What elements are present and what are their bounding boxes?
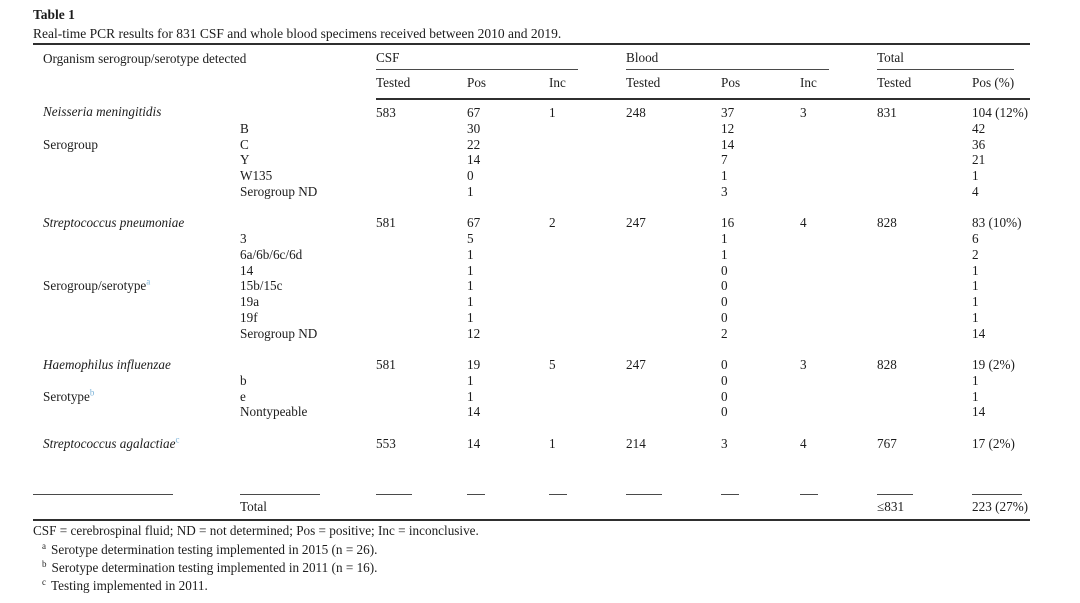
serotype-cell xyxy=(240,436,376,452)
organism-cell xyxy=(33,499,240,521)
value-cell xyxy=(877,121,972,137)
overline-rule xyxy=(626,494,662,495)
value-cell: 19 xyxy=(467,357,481,372)
value-cell: 4 xyxy=(800,215,807,231)
spacer-row xyxy=(33,200,1030,216)
serotype-cell: Nontypeable xyxy=(240,404,308,420)
value-cell: 0 xyxy=(721,357,728,372)
value-cell: 14 xyxy=(467,404,481,420)
value-cell xyxy=(376,373,467,389)
organism-cell xyxy=(33,373,240,389)
value-cell xyxy=(376,278,467,294)
table-row xyxy=(33,152,1030,168)
organism-cell xyxy=(33,404,240,420)
footnote-list xyxy=(33,541,377,595)
serotype-cell: W135 xyxy=(240,168,273,183)
value-cell: 6 xyxy=(972,231,979,246)
table-row xyxy=(33,278,1030,294)
footnote-c-text: Testing implemented in 2011. xyxy=(51,578,208,593)
table-row xyxy=(33,231,1030,247)
value-cell xyxy=(877,373,972,389)
total-row xyxy=(33,499,1030,521)
blood-tested-header: Tested xyxy=(626,70,721,99)
value-cell: 2 xyxy=(721,325,728,341)
value-cell xyxy=(626,247,721,263)
overline-cell xyxy=(721,490,800,499)
value-cell: 1 xyxy=(972,309,979,325)
value-cell xyxy=(467,499,549,521)
table-header xyxy=(33,44,1030,99)
organism-cell xyxy=(33,278,240,294)
value-cell xyxy=(800,373,877,389)
value-cell xyxy=(800,389,877,405)
organism-column-header: Organism serogroup/serotype detected xyxy=(43,51,247,66)
value-cell: 7 xyxy=(721,152,728,168)
overline-cell xyxy=(626,490,721,499)
value-cell: 214 xyxy=(626,435,646,451)
value-cell: 0 xyxy=(721,262,728,278)
value-cell xyxy=(626,137,721,153)
value-cell: 67 xyxy=(467,215,481,231)
organism-cell xyxy=(33,184,240,200)
organism-cell xyxy=(33,215,240,231)
csf-group-label: CSF xyxy=(376,50,578,70)
blood-group-header xyxy=(626,44,877,70)
value-cell xyxy=(549,499,626,521)
organism-cell xyxy=(33,168,240,184)
table-row xyxy=(33,404,1030,420)
value-cell xyxy=(549,152,626,168)
value-cell: 3 xyxy=(800,105,807,120)
value-cell: 767 xyxy=(877,435,897,451)
value-cell xyxy=(626,184,721,200)
overline-rule xyxy=(33,494,173,495)
table-row xyxy=(33,215,1030,231)
serotype-cell: 3 xyxy=(240,231,247,246)
value-cell: 67 xyxy=(467,105,481,120)
value-cell xyxy=(877,231,972,247)
value-cell: 5 xyxy=(467,231,474,246)
value-cell xyxy=(376,294,467,310)
value-cell xyxy=(877,310,972,326)
value-cell xyxy=(626,168,721,184)
value-cell: 583 xyxy=(376,105,396,120)
total-group-label: Total xyxy=(877,50,1014,70)
value-cell: 14 xyxy=(467,435,481,451)
footnote-reference: b xyxy=(89,387,95,398)
blood-inc-header: Inc xyxy=(800,70,877,99)
table-row xyxy=(33,326,1030,342)
value-cell: 1 xyxy=(972,294,979,309)
value-cell xyxy=(549,389,626,405)
value-cell xyxy=(877,152,972,168)
footnote-a-marker: a xyxy=(42,540,46,551)
spacer-row xyxy=(33,420,1030,436)
footnote-reference: a xyxy=(146,276,151,287)
value-cell: 0 xyxy=(721,294,728,309)
value-cell: 14 xyxy=(972,325,986,341)
value-cell: 19 (2%) xyxy=(972,357,1015,372)
value-cell xyxy=(800,310,877,326)
organism-cell xyxy=(33,310,240,326)
value-cell: 828 xyxy=(877,357,897,372)
spacer-row xyxy=(33,452,1030,490)
value-cell xyxy=(549,404,626,420)
group-header-row xyxy=(33,44,1030,70)
abbreviations-footnote: CSF = cerebrospinal fluid; ND = not determined; Pos = positive; Inc = inconclusive. xyxy=(33,523,479,538)
value-cell: 223 (27%) xyxy=(972,498,1029,514)
value-cell: 1 xyxy=(972,262,979,278)
blood-group-label: Blood xyxy=(626,50,829,70)
value-cell xyxy=(549,247,626,263)
value-cell: 16 xyxy=(721,215,735,231)
total-pos-header: Pos (%) xyxy=(972,70,1030,99)
value-cell: 247 xyxy=(626,357,646,372)
organism-name: Haemophilus influenzae xyxy=(43,357,171,372)
value-cell xyxy=(626,294,721,310)
overline-cell xyxy=(467,490,549,499)
serotype-cell: b xyxy=(240,372,247,388)
serotype-cell: Serogroup ND xyxy=(240,325,318,341)
value-cell xyxy=(626,326,721,342)
organism-cell xyxy=(33,294,240,310)
value-cell: 14 xyxy=(721,136,735,152)
value-cell xyxy=(376,121,467,137)
table-row xyxy=(33,137,1030,153)
value-cell: 12 xyxy=(467,325,481,341)
csf-inc-header: Inc xyxy=(549,70,626,99)
value-cell xyxy=(549,168,626,184)
blood-pos-header: Pos xyxy=(721,70,800,99)
value-cell: 1 xyxy=(721,246,728,262)
organism-cell xyxy=(33,152,240,168)
value-cell: 1 xyxy=(549,105,556,120)
organism-cell xyxy=(33,263,240,279)
serotype-cell xyxy=(240,215,376,231)
table-row xyxy=(33,294,1030,310)
table-body xyxy=(33,99,1030,520)
value-cell: 1 xyxy=(467,372,474,388)
organism-name: Streptococcus agalactiae xyxy=(43,435,176,451)
organism-cell xyxy=(33,247,240,263)
footnote-c xyxy=(33,577,377,595)
footnote-a xyxy=(33,541,377,559)
value-cell: 1 xyxy=(549,435,556,451)
organism-cell xyxy=(33,99,240,121)
value-cell: 0 xyxy=(721,309,728,325)
serotype-cell: 19a xyxy=(240,294,260,309)
value-cell xyxy=(800,326,877,342)
serotype-cell xyxy=(240,99,376,121)
value-cell: 1 xyxy=(972,388,979,404)
serotype-cell xyxy=(240,357,376,373)
value-cell: 83 (10%) xyxy=(972,215,1022,231)
value-cell: 1 xyxy=(721,168,728,183)
value-cell xyxy=(376,152,467,168)
footnote-b-marker: b xyxy=(42,558,47,569)
overline-rule xyxy=(877,494,913,495)
spacer-row xyxy=(33,341,1030,357)
value-cell: 0 xyxy=(721,372,728,388)
overline-rule xyxy=(240,494,320,495)
value-cell: 12 xyxy=(721,120,735,136)
organism-cell xyxy=(33,326,240,342)
value-cell xyxy=(549,231,626,247)
value-cell: 14 xyxy=(467,152,481,168)
value-cell: 247 xyxy=(626,215,646,231)
value-cell xyxy=(549,263,626,279)
value-cell xyxy=(376,263,467,279)
spacer-cell xyxy=(33,200,1030,216)
value-cell: 553 xyxy=(376,435,396,451)
value-cell xyxy=(800,404,877,420)
value-cell xyxy=(626,231,721,247)
spacer-cell xyxy=(33,341,1030,357)
value-cell xyxy=(800,263,877,279)
organism-name: Serogroup xyxy=(43,136,98,152)
footnote-c-marker: c xyxy=(42,576,46,587)
serotype-cell: e xyxy=(240,388,246,404)
value-cell: 14 xyxy=(972,404,986,420)
overline-rule xyxy=(972,494,1022,495)
value-cell xyxy=(877,184,972,200)
value-cell: 22 xyxy=(467,136,481,152)
table-row xyxy=(33,389,1030,405)
value-cell xyxy=(376,389,467,405)
overline-cell xyxy=(549,490,626,499)
value-cell: 0 xyxy=(721,278,728,294)
value-cell xyxy=(549,184,626,200)
serotype-cell: B xyxy=(240,120,249,136)
value-cell xyxy=(626,404,721,420)
value-cell: 1 xyxy=(972,372,979,388)
value-cell: 1 xyxy=(972,168,979,183)
value-cell xyxy=(626,278,721,294)
total-tested-header: Tested xyxy=(877,70,972,99)
table-row xyxy=(33,184,1030,200)
value-cell xyxy=(877,326,972,342)
overline-cell xyxy=(376,490,467,499)
value-cell xyxy=(549,121,626,137)
value-cell: 581 xyxy=(376,357,396,372)
table-row xyxy=(33,263,1030,279)
value-cell xyxy=(549,137,626,153)
value-cell: 1 xyxy=(467,183,474,199)
value-cell xyxy=(721,499,800,521)
organism-name: Streptococcus pneumoniae xyxy=(43,215,185,231)
spacer-cell xyxy=(33,420,1030,436)
organism-cell xyxy=(33,121,240,137)
value-cell: 17 (2%) xyxy=(972,435,1015,451)
value-cell xyxy=(800,168,877,184)
value-cell: 1 xyxy=(467,388,474,404)
value-cell: 1 xyxy=(467,278,474,294)
value-cell xyxy=(877,278,972,294)
value-cell: 0 xyxy=(721,404,728,420)
value-cell: 104 (12%) xyxy=(972,105,1029,120)
value-cell xyxy=(376,137,467,153)
value-cell xyxy=(376,168,467,184)
value-cell: 4 xyxy=(800,435,807,451)
value-cell xyxy=(877,389,972,405)
value-cell xyxy=(376,310,467,326)
table-row xyxy=(33,436,1030,452)
table-label: Table 1 xyxy=(33,7,75,22)
footnote-reference: c xyxy=(175,434,180,445)
serotype-cell: Serogroup ND xyxy=(240,183,318,199)
organism-cell xyxy=(33,357,240,373)
overline-rule xyxy=(549,494,567,495)
serotype-cell: C xyxy=(240,136,249,152)
serotype-cell: 15b/15c xyxy=(240,278,283,294)
value-cell xyxy=(549,310,626,326)
value-cell xyxy=(877,137,972,153)
table-row xyxy=(33,373,1030,389)
organism-cell xyxy=(33,231,240,247)
value-cell xyxy=(877,294,972,310)
organism-cell xyxy=(33,137,240,153)
value-cell xyxy=(800,121,877,137)
value-cell xyxy=(376,326,467,342)
value-cell xyxy=(549,373,626,389)
value-cell xyxy=(626,499,721,521)
overline-rule xyxy=(467,494,485,495)
value-cell: 36 xyxy=(972,136,986,152)
table-caption: Real-time PCR results for 831 CSF and whole blood specimens received between 2010 and 2019. xyxy=(33,26,562,41)
value-cell xyxy=(800,152,877,168)
value-cell: 30 xyxy=(467,120,481,136)
value-cell xyxy=(376,499,467,521)
value-cell xyxy=(800,137,877,153)
table-row xyxy=(33,247,1030,263)
organism-name: Serotype xyxy=(43,388,90,404)
value-cell xyxy=(800,231,877,247)
value-cell: 2 xyxy=(972,246,979,262)
value-cell: 4 xyxy=(972,183,979,199)
value-cell: 1 xyxy=(467,309,474,325)
table-row xyxy=(33,99,1030,121)
serotype-cell: 6a/6b/6c/6d xyxy=(240,246,303,262)
serotype-cell: 19f xyxy=(240,309,258,325)
value-cell xyxy=(877,404,972,420)
overline-cell xyxy=(877,490,972,499)
csf-pos-header: Pos xyxy=(467,70,549,99)
total-group-header xyxy=(877,44,1030,70)
value-cell xyxy=(800,184,877,200)
value-cell: 1 xyxy=(972,278,979,294)
value-cell xyxy=(376,247,467,263)
organism-cell xyxy=(33,436,240,452)
organism-cell xyxy=(33,389,240,405)
csf-tested-header: Tested xyxy=(376,70,467,99)
footnote-b xyxy=(33,559,377,577)
value-cell: 1 xyxy=(467,246,474,262)
spacer-cell xyxy=(33,452,1030,490)
serotype-cell: Total xyxy=(240,498,267,514)
table-row xyxy=(33,310,1030,326)
value-cell: 0 xyxy=(467,168,474,183)
organism-name: Neisseria meningitidis xyxy=(43,104,162,119)
value-cell xyxy=(626,310,721,326)
value-cell xyxy=(877,247,972,263)
table-row xyxy=(33,357,1030,373)
value-cell xyxy=(877,263,972,279)
value-cell xyxy=(549,326,626,342)
value-cell xyxy=(800,499,877,521)
overline-rule xyxy=(376,494,412,495)
value-cell xyxy=(626,152,721,168)
value-cell xyxy=(376,184,467,200)
value-cell xyxy=(800,247,877,263)
serotype-cell: Y xyxy=(240,152,250,168)
value-cell xyxy=(626,121,721,137)
overline-cell xyxy=(972,490,1030,499)
footnote-a-text: Serotype determination testing implemented in 2015 (n = 26). xyxy=(51,542,378,557)
value-cell xyxy=(376,231,467,247)
value-cell: 3 xyxy=(721,435,728,451)
value-cell: 2 xyxy=(549,215,556,231)
csf-group-header xyxy=(376,44,626,70)
organism-name: Serogroup/serotype xyxy=(43,278,147,294)
overline-rule xyxy=(721,494,739,495)
value-cell: 1 xyxy=(721,231,728,246)
overline-cell xyxy=(33,490,240,499)
overline-cell xyxy=(800,490,877,499)
value-cell: 5 xyxy=(549,357,556,372)
value-cell xyxy=(800,294,877,310)
footnote-b-text: Serotype determination testing implemented in 2011 (n = 16). xyxy=(51,560,378,575)
value-cell: 37 xyxy=(721,105,735,120)
value-cell: 581 xyxy=(376,215,396,231)
serotype-cell: 14 xyxy=(240,262,254,278)
value-cell xyxy=(800,278,877,294)
value-cell: 1 xyxy=(467,262,474,278)
table-row xyxy=(33,121,1030,137)
pcr-results-table xyxy=(33,43,1030,521)
value-cell: 1 xyxy=(467,294,474,309)
value-cell xyxy=(549,294,626,310)
value-cell: 828 xyxy=(877,215,897,231)
value-cell: 42 xyxy=(972,120,986,136)
value-cell: 248 xyxy=(626,105,646,120)
value-cell xyxy=(626,389,721,405)
value-cell: 831 xyxy=(877,105,897,120)
value-cell: ≤831 xyxy=(877,498,905,514)
overline-row xyxy=(33,490,1030,499)
value-cell xyxy=(626,263,721,279)
value-cell xyxy=(376,404,467,420)
value-cell xyxy=(626,373,721,389)
overline-cell xyxy=(240,490,376,499)
value-cell: 21 xyxy=(972,152,986,168)
table-row xyxy=(33,168,1030,184)
overline-rule xyxy=(800,494,818,495)
value-cell: 3 xyxy=(800,357,807,372)
value-cell xyxy=(877,168,972,184)
value-cell xyxy=(549,278,626,294)
value-cell: 0 xyxy=(721,388,728,404)
value-cell: 3 xyxy=(721,183,728,199)
